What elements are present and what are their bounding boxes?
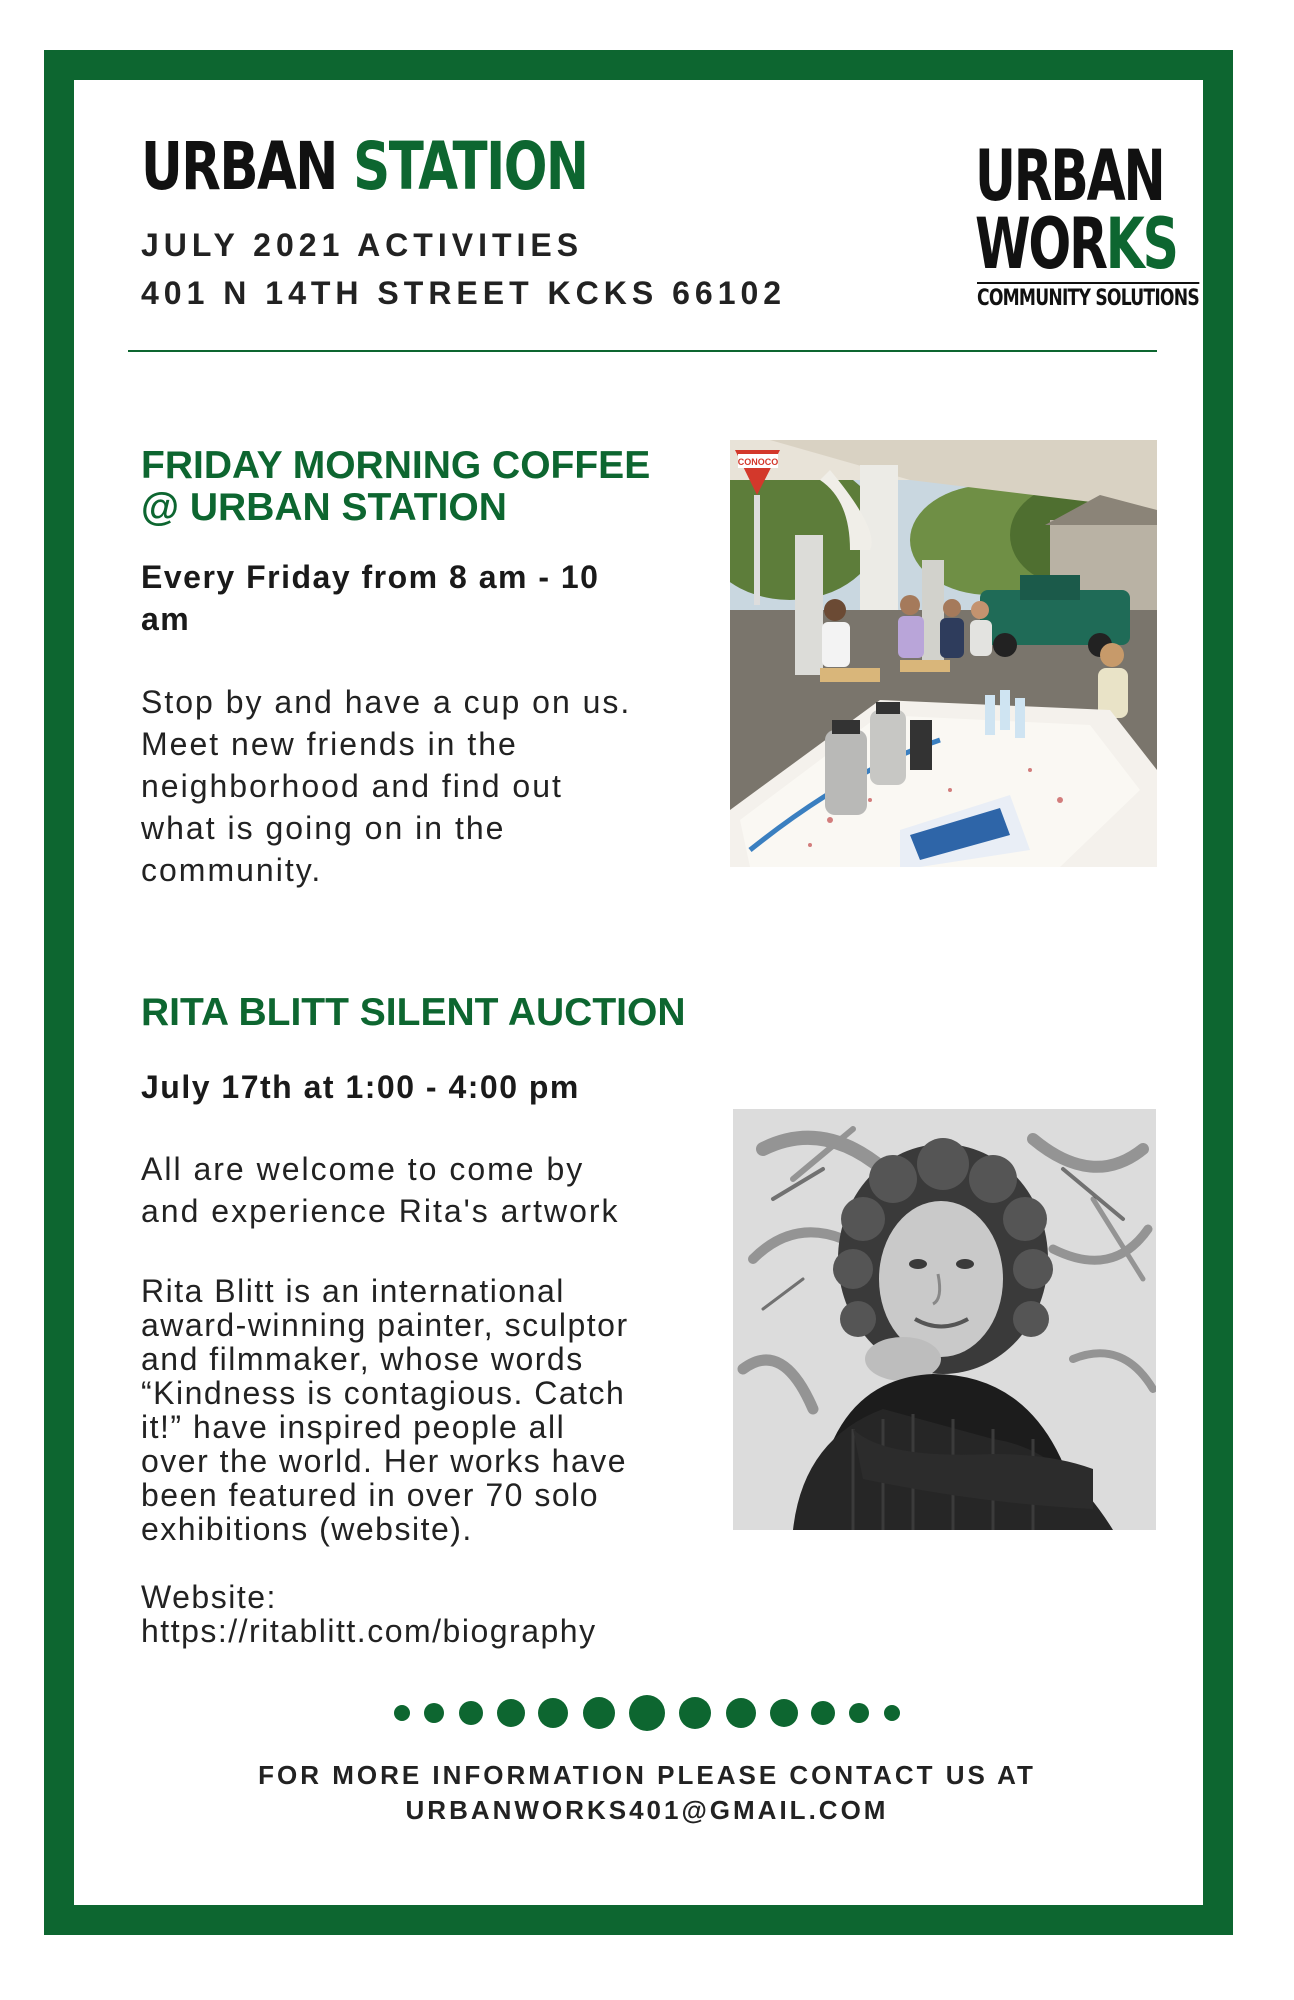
page-title [141, 128, 587, 205]
auction-bio-line4: “Kindness is contagious. Catch [141, 1375, 626, 1411]
conoco-sign-text: CONOCO [737, 457, 779, 467]
coffee-when-line2: am [141, 601, 191, 637]
logo-works [975, 203, 1177, 285]
coffee-body-line4: what is going on in the [141, 810, 506, 846]
auction-bio-line1: Rita Blitt is an international [141, 1273, 565, 1309]
dot [770, 1699, 798, 1727]
dot [459, 1701, 483, 1725]
auction-bio-line5: it!” have inspired people all [141, 1409, 566, 1445]
auction-bio-line2: award-winning painter, sculptor [141, 1307, 629, 1343]
title-urban: URBAN [141, 128, 337, 205]
logo-works-green: KS [1105, 203, 1177, 285]
auction-title: RITA BLITT SILENT AUCTION [141, 991, 686, 1034]
coffee-body-line2: Meet new friends in the [141, 726, 518, 762]
coffee-photo-illustration [730, 440, 1157, 867]
dot [884, 1705, 900, 1721]
coffee-when-line1: Every Friday from 8 am - 10 [141, 559, 600, 595]
auction-when: July 17th at 1:00 - 4:00 pm [141, 1069, 580, 1105]
logo-tagline: COMMUNITY SOLUTIONS [977, 282, 1199, 311]
dot [424, 1703, 444, 1723]
dot [629, 1695, 665, 1731]
coffee-title-line1: FRIDAY MORNING COFFEE [141, 444, 651, 487]
subtitle-address: 401 N 14TH STREET KCKS 66102 [141, 275, 787, 311]
logo-works-black: WOR [975, 203, 1106, 285]
dot [679, 1697, 711, 1729]
coffee-title-line2: @ URBAN STATION [141, 486, 507, 529]
logo-urban: URBAN [975, 135, 1164, 217]
website-url[interactable]: https://ritablitt.com/biography [141, 1613, 597, 1649]
website-label: Website: [141, 1579, 277, 1615]
dot [538, 1698, 568, 1728]
header-divider [128, 350, 1157, 352]
dot [497, 1699, 525, 1727]
footer-contact-line1: FOR MORE INFORMATION PLEASE CONTACT US AT [258, 1760, 1036, 1790]
dot [849, 1703, 869, 1723]
auction-bio-line6: over the world. Her works have [141, 1443, 628, 1479]
dot [811, 1701, 835, 1725]
auction-intro-line2: and experience Rita's artwork [141, 1193, 620, 1229]
coffee-body-line1: Stop by and have a cup on us. [141, 684, 632, 720]
coffee-gathering-photo [730, 440, 1157, 867]
dot [394, 1705, 410, 1721]
auction-bio-line8: exhibitions (website). [141, 1511, 473, 1547]
title-station: STATION [353, 128, 588, 205]
coffee-body-line5: community. [141, 852, 323, 888]
rita-blitt-portrait [733, 1109, 1156, 1530]
decorative-dot-divider [0, 1690, 1294, 1740]
auction-bio-line7: been featured in over 70 solo [141, 1477, 600, 1513]
dot [583, 1697, 615, 1729]
portrait-illustration [733, 1109, 1156, 1530]
subtitle-activities: JULY 2021 ACTIVITIES [141, 227, 584, 263]
auction-intro-line1: All are welcome to come by [141, 1151, 585, 1187]
urban-works-logo [975, 135, 1199, 311]
auction-bio-line3: and filmmaker, whose words [141, 1341, 584, 1377]
dot [726, 1698, 756, 1728]
footer-contact-email[interactable]: URBANWORKS401@GMAIL.COM [405, 1795, 889, 1825]
coffee-body-line3: neighborhood and find out [141, 768, 563, 804]
